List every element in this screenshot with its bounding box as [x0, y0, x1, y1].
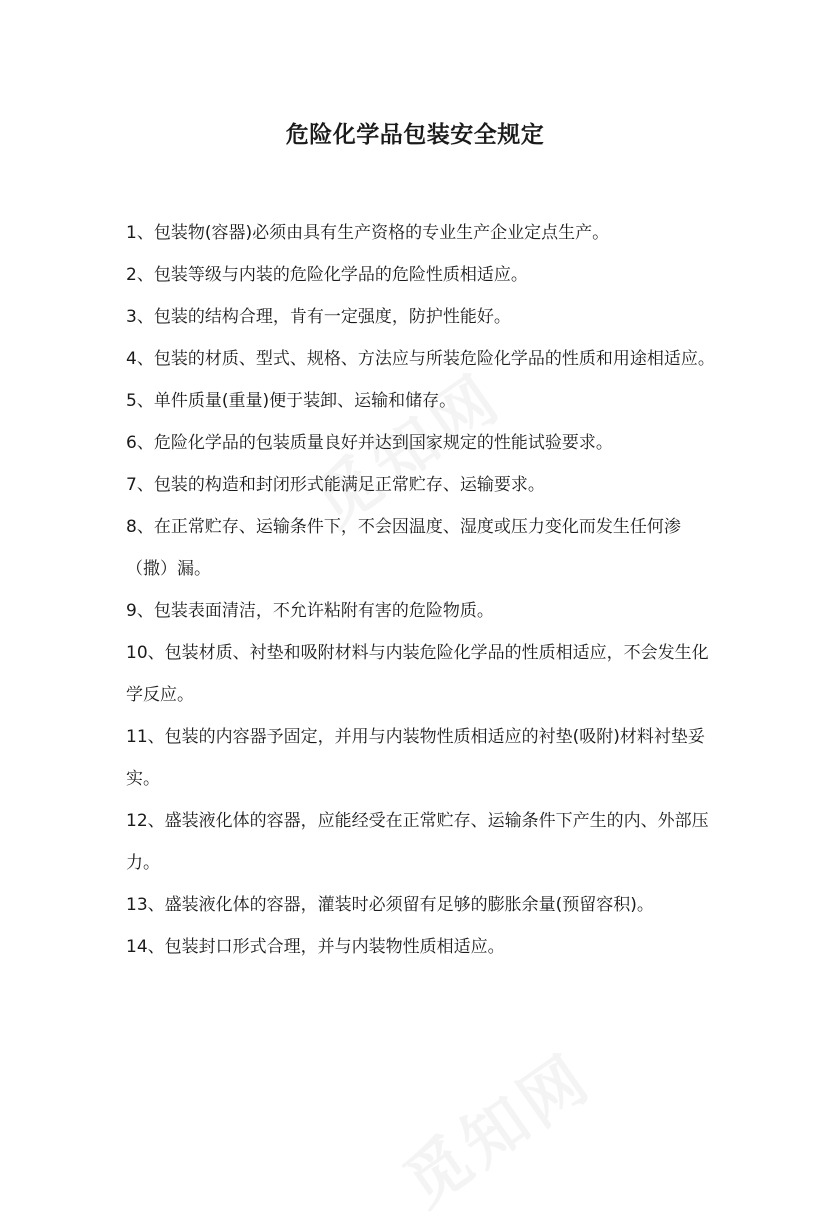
rules-list — [126, 212, 716, 968]
rule-item: 11、包装的内容器予固定，并用与内装物性质相适应的衬垫(吸附)材料衬垫妥实。 — [126, 727, 705, 789]
rule-item: 8、在正常贮存、运输条件下，不会因温度、湿度或压力变化而发生任何渗（撒）漏。 — [126, 517, 681, 579]
rule-item: 3、包装的结构合理，肯有一定强度，防护性能好。 — [126, 307, 511, 327]
rule-item: 2、包装等级与内装的危险化学品的危险性质相适应。 — [126, 265, 528, 285]
watermark — [383, 1028, 608, 1224]
rule-item: 5、单件质量(重量)便于装卸、运输和储存。 — [126, 391, 457, 411]
rule-item: 12、盛装液化体的容器，应能经受在正常贮存、运输条件下产生的内、外部压力。 — [126, 811, 709, 873]
rule-item: 6、危险化学品的包装质量良好并达到国家规定的性能试验要求。 — [126, 433, 613, 453]
rule-item: 14、包装封口形式合理，并与内装物性质相适应。 — [126, 937, 505, 957]
rule-item: 7、包装的构造和封闭形式能满足正常贮存、运输要求。 — [126, 475, 545, 495]
rule-item: 1、包装物(容器)必须由具有生产资格的专业生产企业定点生产。 — [126, 223, 610, 243]
document-title: 危险化学品包装安全规定 — [285, 122, 545, 148]
rule-item: 10、包装材质、衬垫和吸附材料与内装危险化学品的性质相适应，不会发生化学反应。 — [126, 643, 709, 705]
rule-item: 4、包装的材质、型式、规格、方法应与所装危险化学品的性质和用途相适应。 — [126, 349, 715, 369]
rule-item: 9、包装表面清洁，不允许粘附有害的危险物质。 — [126, 601, 494, 621]
rule-item: 13、盛装液化体的容器，灌装时必须留有足够的膨胀余量(预留容积)。 — [126, 895, 654, 915]
